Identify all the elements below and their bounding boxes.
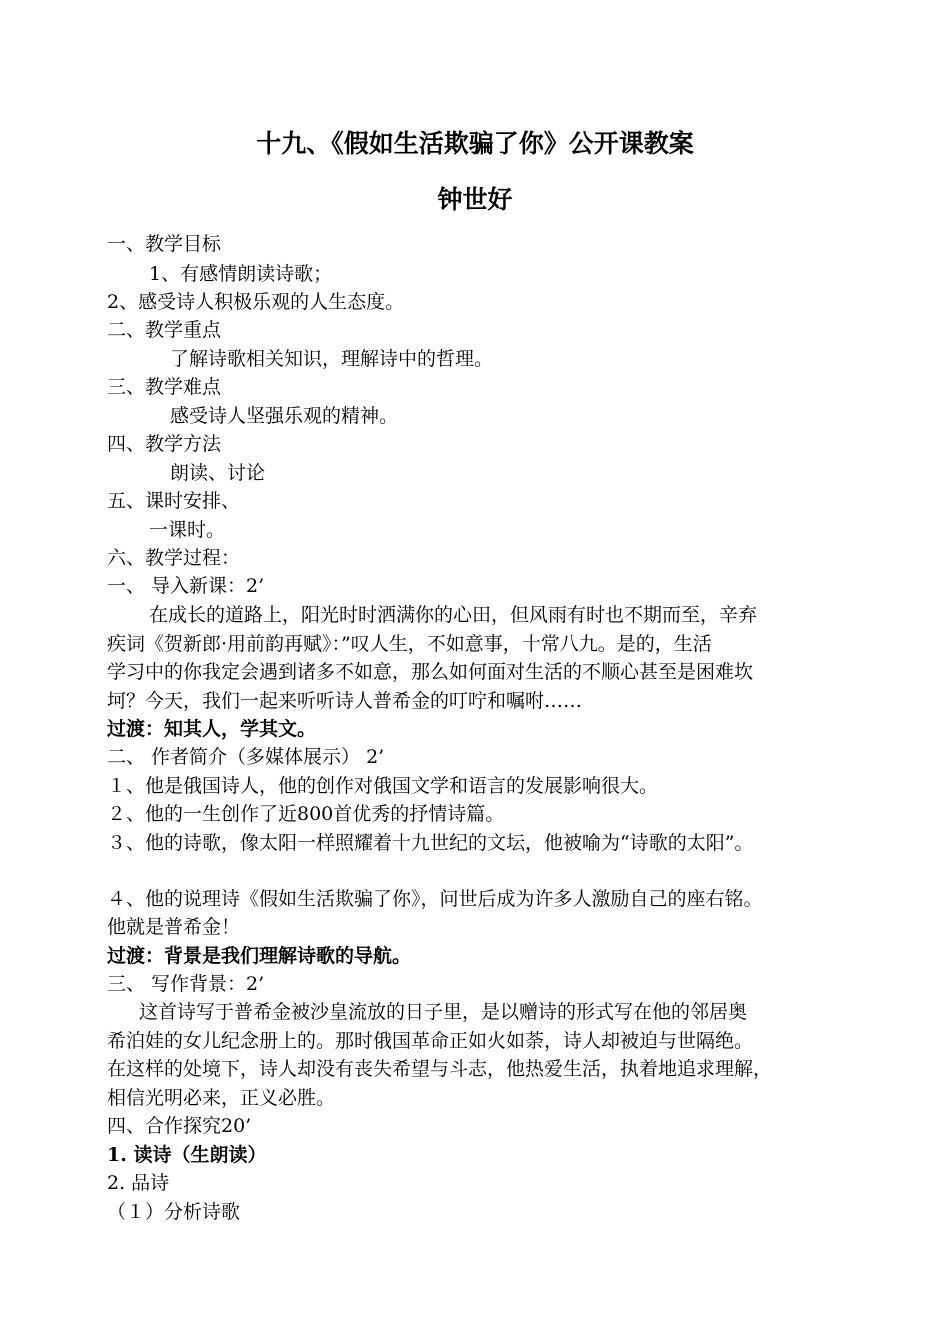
paragraph-line: 相信光明必来，正义必胜。 [107,1087,336,1109]
transition-line: 过渡：背景是我们理解诗歌的导航。 [107,945,412,967]
list-item: ３、他的诗歌，像太阳一样照耀着十九世纪的文坛，他被喻为“诗歌的太阳”。 [107,832,754,854]
paragraph-line: 学习中的你我定会遇到诸多不如意，那么如何面对生活的不顺心甚至是困难坎 [107,661,754,683]
step-heading: 2. 品诗 [107,1172,170,1194]
section-heading-schedule: 五、课时安排、 [107,490,241,512]
subsection-heading: 一、 导入新课：2’ [107,575,265,597]
paragraph-line: 了解诗歌相关知识，理解诗中的哲理。 [170,348,494,370]
subsection-heading: 三、 写作背景：2’ [107,973,265,995]
transition-line: 过渡：知其人，学其文。 [107,718,317,740]
paragraph-line: 坷？今天，我们一起来听听诗人普希金的叮咛和嘱咐…… [107,690,583,712]
document-title: 十九、《假如生活欺骗了你》公开课教案 [256,129,694,158]
paragraph-line: 在成长的道路上，阳光时时洒满你的心田，但风雨有时也不期而至，辛弃 [149,604,758,626]
paragraph-line: 这首诗写于普希金被沙皇流放的日子里，是以赠诗的形式写在他的邻居奥 [139,1001,748,1023]
list-item: １、他是俄国诗人，他的创作对俄国文学和语言的发展影响很大。 [107,775,659,797]
sub-step-heading: （１）分析诗歌 [107,1201,241,1223]
step-heading: 1. 读诗（生朗读） [107,1144,267,1166]
paragraph-line: 朗读、讨论 [170,462,266,484]
subsection-heading: 四、合作探究20’ [107,1115,252,1137]
paragraph-line: 他就是普希金！ [107,916,241,938]
paragraph-line: 在这样的处境下，诗人却没有丧失希望与斗志，他热爱生活，执着地追求理解， [107,1058,773,1080]
paragraph-line: 感受诗人坚强乐观的精神。 [170,405,399,427]
section-heading-process: 六、教学过程： [107,547,241,569]
document-author: 钟世好 [437,185,513,214]
subsection-heading: 二、 作者简介（多媒体展示） 2’ [107,746,385,768]
paragraph-line: 希泊娃的女儿纪念册上的。那时俄国革命正如火如荼，诗人却被迫与世隔绝。 [107,1030,754,1052]
section-heading-difficulties: 三、教学难点 [107,376,222,398]
objective-item: 2、感受诗人积极乐观的人生态度。 [107,291,405,313]
list-item: ２、他的一生创作了近800首优秀的抒情诗篇。 [107,803,505,825]
objective-item: 1、有感情朗读诗歌； [149,263,333,285]
section-heading-objectives: 一、教学目标 [107,233,222,255]
paragraph-line: 一课时。 [149,519,226,541]
paragraph-line: 疾词《贺新郎·用前韵再赋》：”叹人生，不如意事，十常八九。是的，生活 [107,633,712,655]
section-heading-methods: 四、教学方法 [107,433,222,455]
section-heading-key-points: 二、教学重点 [107,319,222,341]
list-item: ４、他的说理诗《假如生活欺骗了你》，问世后成为许多人激励自己的座右铭。 [107,888,763,910]
